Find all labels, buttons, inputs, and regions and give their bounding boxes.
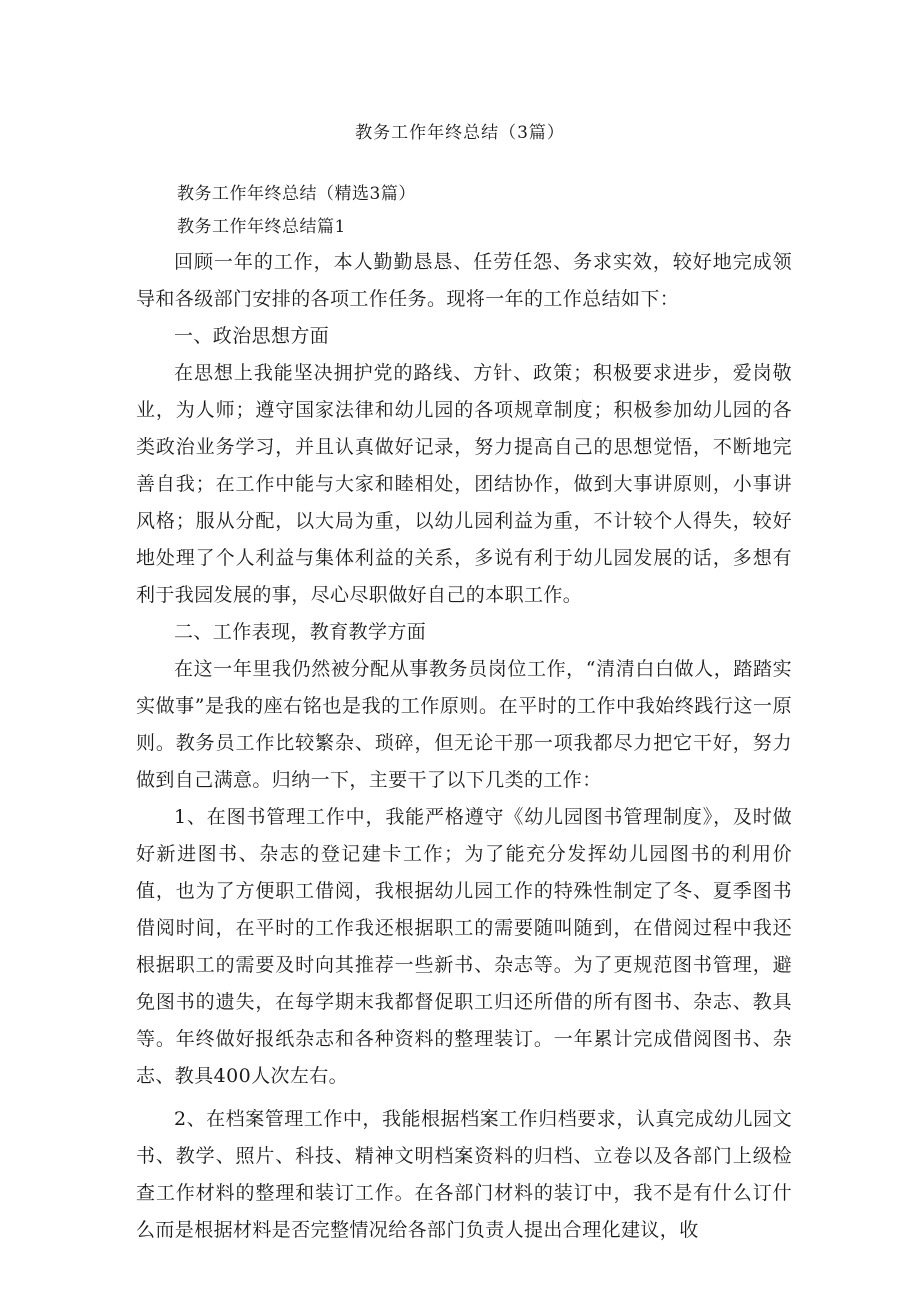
- paragraph-intro: 回顾一年的工作，本人勤勤恳恳、任劳任怨、务求实效，较好地完成领导和各级部门安排的各项工作任务。现将一年的工作总结如下：: [136, 251, 792, 310]
- document-title: 教务工作年终总结（3篇）: [355, 123, 565, 143]
- document-body: [136, 178, 792, 1249]
- paragraph-political: 在思想上我能坚决拥护党的路线、方针、政策；积极要求进步，爱岗敬业，为人师；遵守国家法律和幼儿园的各项规章制度；积极参加幼儿园的各类政治业务学习，并且认真做好记录，努力提高自己的思想觉悟，不断地完善自我；在工作中能与大家和睦相处，团结协作，做到大事讲原则，小事讲风格；服从分配，以大局为重，以幼儿园利益为重，不计较个人得失，较好地处理了个人利益与集体利益的关系，多说有利于幼儿园发展的话，多想有利于我园发展的事，尽心尽职做好自己的本职工作。: [136, 362, 792, 606]
- paragraph-library-management: 1、在图书管理工作中，我能严格遵守《幼儿园图书管理制度》，及时做好新进图书、杂志的登记建卡工作；为了能充分发挥幼儿园图书的利用价值，也为了方便职工借阅，我根据幼儿园工作的特殊性制定了冬、夏季图书借阅时间，在平时的工作我还根据职工的需要随叫随到，在借阅过程中我还根据职工的需要及时向其推荐一些新书、杂志等。为了更规范图书管理，避免图书的遗失，在每学期末我都督促职工归还所借的所有图书、杂志、教具等。年终做好报纸杂志和各种资料的整理装订。一年累计完成借阅图书、杂志、教具400人次左右。: [136, 806, 792, 1087]
- heading-political: 一、政治思想方面: [174, 325, 330, 347]
- heading-work-performance: 二、工作表现，教育教学方面: [174, 621, 427, 643]
- section-title: 教务工作年终总结篇1: [177, 217, 346, 237]
- paragraph-work-performance: 在这一年里我仍然被分配从事教务员岗位工作，“清清白白做人，踏踏实实做事”是我的座右铭也是我的工作原则。在平时的工作中我始终践行这一原则。教务员工作比较繁杂、琐碎，但无论干那一项我都尽力把它干好，努力做到自己满意。归纳一下，主要干了以下几类的工作：: [136, 658, 792, 791]
- paragraph-archive-management: 2、在档案管理工作中，我能根据档案工作归档要求，认真完成幼儿园文书、教学、照片、科技、精神文明档案资料的归档、立卷以及各部门上级检查工作材料的整理和装订工作。在各部门材料的装订中，我不是有什么订什么而是根据材料是否完整情况给各部门负责人提出合理化建议，收: [136, 1108, 792, 1241]
- document-subtitle: 教务工作年终总结（精选3篇）: [177, 184, 416, 204]
